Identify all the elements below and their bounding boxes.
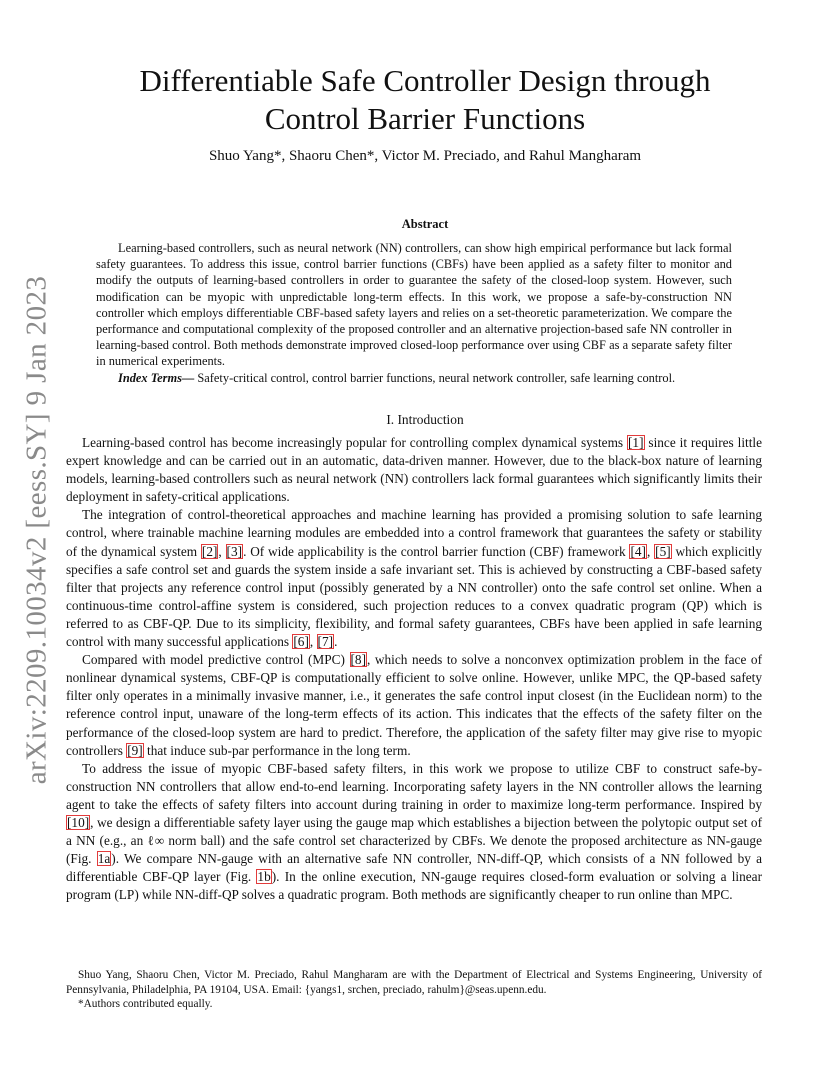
index-terms-text: Safety-critical control, control barrier functions, neural network controller, safe learning control. — [194, 371, 676, 385]
text-run: which explicitly specifies a safe control set and guards the system inside a safe invariant set. This is achieved by constructing a CBF-based safety filter that projects any reference control input (possibly generated by a NN controller) onto the safe control set online. When a continuous-time control-affine system is considered, such projection reduces to a convex quadratic program (QP) which is referred to as CBF-QP. Due to its simplicity, flexibility, and formal safety guarantees, CBFs have been applied in safe learning control with many successful applications — [66, 543, 762, 650]
citation-link[interactable]: [8] — [350, 652, 367, 668]
paragraph-1 — [66, 434, 762, 506]
section-heading-introduction: I. Introduction — [386, 412, 464, 427]
text-run: Compared with model predictive control (MPC) — [82, 652, 350, 668]
paper-title-line-1: Differentiable Safe Controller Design through — [139, 63, 711, 98]
paragraph-2 — [66, 506, 762, 651]
index-terms — [96, 370, 732, 386]
text-run: ). In the online execution, NN-gauge requires closed-form evaluation or solving a linear program (LP) while NN-diff-QP solves a quadratic program. Both methods are significantly cheaper to run online than MPC. — [66, 869, 762, 903]
citation-link[interactable]: [1] — [628, 435, 644, 450]
text-run: , which needs to solve a nonconvex optimization problem in the face of nonlinear dynamical systems, CBF-QP is computationally efficient to solve online. However, unlike MPC, the QP-based safety filter only operates in a minimally invasive manner, i.e., it generates the safe control input closest (in the Euclidean norm) to the reference control input, unaware of the long-term effects of its action. This indicates that the effects of the safety filter on the performance of the closed-loop system are hard to predict. Therefore, the application of the safety filter may give rise to myopic controllers — [66, 652, 762, 758]
citation-link[interactable]: [3] — [226, 543, 243, 559]
text-run: , — [647, 543, 655, 559]
citation-link[interactable]: [10] — [67, 814, 90, 830]
figure-link[interactable]: 1a — [97, 851, 111, 867]
citation-link[interactable]: [7] — [317, 634, 334, 650]
text-run: ). We compare NN-gauge with an alternative safe NN controller, NN-diff-QP, which consists of a NN followed by a differentiable CBF-QP layer (Fig. — [66, 851, 762, 885]
citation-link[interactable]: [5] — [655, 543, 671, 559]
citation-link[interactable]: [4] — [630, 543, 646, 559]
citation-link[interactable]: [2] — [201, 543, 218, 559]
footnote-equal-contribution: *Authors contributed equally. — [78, 998, 213, 1010]
text-run: Learning-based control has become increasingly popular for controlling complex dynamical systems — [82, 435, 627, 450]
arxiv-identifier — [14, 275, 60, 785]
text-run: that induce sub-par performance in the long term. — [143, 742, 411, 758]
citation-link[interactable]: [9] — [127, 742, 143, 758]
text-run: The integration of control-theoretical approaches and machine learning has provided a promising solution to safe learning control, where trainable machine learning modules are embedded into a control framework that guarantees the safety or stability of the dynamical system — [66, 507, 762, 559]
paper-title — [80, 62, 770, 138]
text-run: To address the issue of myopic CBF-based safety filters, in this work we propose to utilize CBF to construct safe-by-construction NN controllers that allow end-to-end learning. Incorporating safety layers in the NN controller allows the learning agent to take the effects of safety filters into account during training in order to maximize long-term performance. Inspired by — [66, 760, 762, 812]
text-run: , we design a differentiable safety layer using the gauge map which establishes a bijection between the polytopic output set of a NN (e.g., an ℓ∞ norm ball) and the safe control set characterized by CBFs. We denote the proposed architecture as NN-gauge (Fig. — [66, 814, 762, 867]
abstract-text: Learning-based controllers, such as neural network (NN) controllers, can show high empirical performance but lack formal safety guarantees. To address this issue, control barrier functions (CBFs) have been applied as a safety filter to monitor and modify the outputs of learning-based controllers in order to guarantee the safety of the closed-loop system. However, such modification can be myopic with unpredictable long-term effects. In this work, we propose a safe-by-construction NN controller which employs differentiable CBF-based safety layers and relies on a set-theoretic parameterization. We compare the performance and computational complexity of the proposed controller and an alternative projection-based safe NN controller in learning-based control. Both methods demonstrate improved closed-loop performance over using CBF as a separate safety filter in numerical experiments. — [96, 241, 732, 369]
abstract-heading: Abstract — [401, 217, 449, 231]
arxiv-identifier-text: arXiv:2209.10034v2 [eess.SY] 9 Jan 2023 — [20, 275, 53, 785]
citation-link[interactable]: [6] — [293, 634, 309, 650]
index-terms-label: Index Terms— — [118, 371, 195, 385]
text-run: , — [218, 543, 226, 559]
paragraph-4 — [66, 760, 762, 905]
author-list: Shuo Yang*, Shaoru Chen*, Victor M. Preciado, and Rahul Mangharam — [208, 148, 642, 164]
footnotes — [66, 968, 762, 1012]
text-run: , — [309, 634, 317, 650]
paragraph-3 — [66, 651, 762, 760]
paper-title-line-2: Control Barrier Functions — [264, 101, 586, 136]
footnote-affiliation: Shuo Yang, Shaoru Chen, Victor M. Preciado, Rahul Mangharam are with the Department of Electrical and Systems Engineering, University of Pennsylvania, Philadelphia, PA 19104, USA. Email: {yangs1, srchen, preciado, rahulm}@seas.upenn.edu. — [66, 969, 762, 996]
text-run: . Of wide applicability is the control barrier function (CBF) framework — [243, 543, 630, 559]
figure-link[interactable]: 1b — [257, 869, 271, 885]
text-run: since it requires little expert knowledge and can be carried out in an automatic, data-driven manner. However, due to the black-box nature of learning models, learning-based controllers such as neural network (NN) controllers lack formal guarantees which significantly limits their deployment in safety-critical applications. — [66, 435, 762, 505]
text-run: . — [334, 634, 338, 650]
introduction-body — [66, 434, 762, 904]
